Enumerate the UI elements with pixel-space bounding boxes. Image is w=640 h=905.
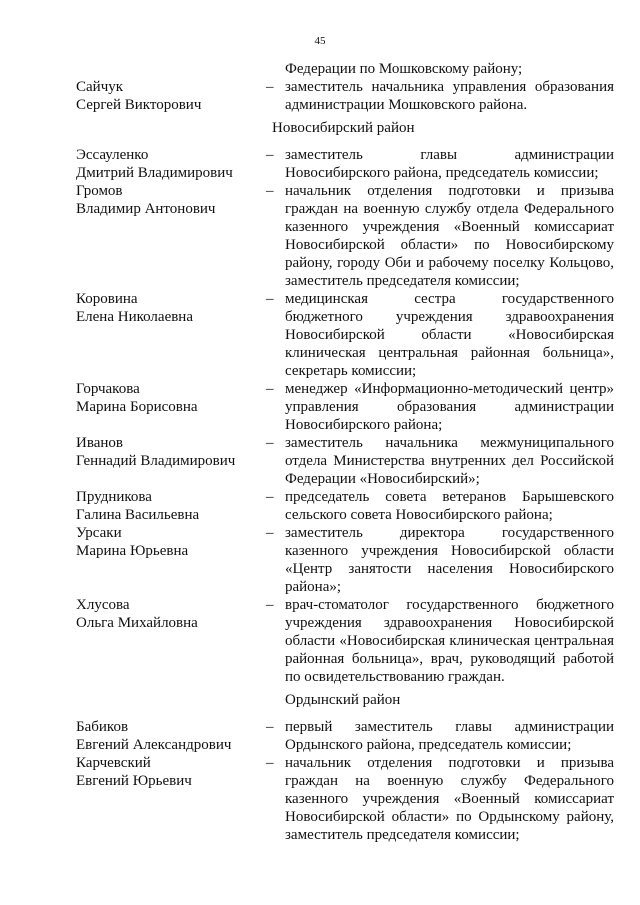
member-surname: Сайчук (76, 79, 124, 95)
member-name (76, 718, 266, 754)
position-line: Новосибирского района, председатель комиссии; (285, 165, 599, 181)
district-heading (76, 119, 614, 137)
member-name (76, 78, 266, 114)
member-entry (76, 380, 614, 434)
member-position (285, 754, 614, 844)
position-line: сельского совета Новосибирского района; (285, 507, 553, 523)
position-line: отдела Министерства внутренних дел Российской (285, 453, 614, 469)
member-entry (76, 524, 614, 596)
member-position (285, 78, 614, 114)
district-title: Ордынский район (285, 692, 401, 708)
position-line: Ордынского района, председатель комиссии; (285, 737, 572, 753)
member-given-names: Марина Борисовна (76, 399, 198, 415)
member-name (76, 146, 266, 182)
district-title: Новосибирский район (272, 120, 415, 136)
member-name (76, 380, 266, 416)
member-given-names: Евгений Александрович (76, 737, 232, 753)
page-number: 45 (314, 35, 326, 47)
position-line: заместитель главы администрации (285, 147, 614, 163)
position-line: менеджер «Информационно-методический центр» (285, 381, 614, 397)
member-position (285, 488, 614, 524)
member-name (76, 488, 266, 524)
member-entry (76, 754, 614, 844)
dash-separator: – (266, 525, 274, 541)
position-line: первый заместитель главы администрации (285, 719, 614, 735)
member-surname: Бабиков (76, 719, 129, 735)
dash-separator: – (266, 79, 274, 95)
member-position (285, 524, 614, 596)
dash-separator: – (266, 183, 274, 199)
member-surname: Коровина (76, 291, 138, 307)
member-name (76, 754, 266, 790)
member-position (285, 290, 614, 380)
member-given-names: Геннадий Владимирович (76, 453, 236, 469)
position-line: области «Новосибирская клиническая центральная (285, 633, 614, 649)
position-line: начальник отделения подготовки и призыва (285, 755, 614, 771)
member-surname: Эссауленко (76, 147, 149, 163)
position-line: председатель совета ветеранов Барышевского (285, 489, 614, 505)
member-given-names: Марина Юрьевна (76, 543, 189, 559)
position-line: казенного учреждения Новосибирской области (285, 543, 614, 559)
position-line: «Центр занятости населения Новосибирского (285, 561, 614, 577)
member-given-names: Елена Николаевна (76, 309, 193, 325)
dash-separator: – (266, 489, 274, 505)
member-entry (76, 434, 614, 488)
position-line: администрации Мошковского района. (285, 97, 528, 113)
member-given-names: Сергей Викторович (76, 97, 202, 113)
member-surname: Хлусова (76, 597, 130, 613)
position-line: по освидетельствованию граждан. (285, 669, 505, 685)
position-line: Новосибирского района; (285, 417, 443, 433)
position-line: заместитель начальника управления образования (285, 79, 614, 95)
member-given-names: Ольга Михайловна (76, 615, 198, 631)
dash-separator: – (266, 147, 274, 163)
member-surname: Горчакова (76, 381, 140, 397)
position-line: учреждения здравоохранения Новосибирской (285, 615, 614, 631)
member-entry (76, 78, 614, 114)
member-surname: Иванов (76, 435, 123, 451)
member-name (76, 596, 266, 632)
position-line: района»; (285, 579, 342, 595)
position-line: граждан на военную службу Федерального (285, 773, 614, 789)
document-body (76, 60, 614, 844)
member-entry (76, 290, 614, 380)
position-line: секретарь комиссии; (285, 363, 417, 379)
position-line: заместитель директора государственного (285, 525, 614, 541)
position-line: врач-стоматолог государственного бюджетного (285, 597, 614, 613)
position-line: заместитель председателя комиссии; (285, 827, 520, 843)
dash-separator: – (266, 381, 274, 397)
member-surname: Урсаки (76, 525, 122, 541)
position-line: Новосибирской области» по Новосибирскому (285, 237, 614, 253)
member-name (76, 290, 266, 326)
dash-separator: – (266, 719, 274, 735)
member-position (285, 718, 614, 754)
member-name (76, 434, 266, 470)
dash-separator: – (266, 291, 274, 307)
member-surname: Карчевский (76, 755, 151, 771)
member-position (285, 596, 614, 686)
member-entry (76, 182, 614, 290)
continuation-line: Федерации по Мошковскому району; (285, 61, 523, 77)
member-given-names: Дмитрий Владимирович (76, 165, 233, 181)
dash-separator: – (266, 435, 274, 451)
position-line: районная больница», врач, руководящий работой (285, 651, 614, 667)
district-heading (76, 691, 614, 709)
member-position (285, 182, 614, 290)
member-entry (76, 488, 614, 524)
position-line: Федерации «Новосибирский»; (285, 471, 480, 487)
position-line: казенного учреждения «Военный комиссариат (285, 791, 614, 807)
position-line: казенного учреждения «Военный комиссариат (285, 219, 614, 235)
position-line: граждан на военную службу отдела Федерального (285, 201, 614, 217)
member-given-names: Евгений Юрьевич (76, 773, 192, 789)
position-line: начальник отделения подготовки и призыва (285, 183, 614, 199)
member-position (285, 434, 614, 488)
position-line: медицинская сестра государственного (285, 291, 614, 307)
position-line: Новосибирской области «Новосибирская (285, 327, 614, 343)
position-line: клиническая центральная районная больница», (285, 345, 614, 361)
member-name (76, 524, 266, 560)
member-position (285, 146, 614, 182)
member-entry (76, 596, 614, 686)
member-position (285, 380, 614, 434)
dash-separator: – (266, 755, 274, 771)
position-line: бюджетного учреждения здравоохранения (285, 309, 614, 325)
member-given-names: Галина Васильевна (76, 507, 200, 523)
member-surname: Громов (76, 183, 123, 199)
position-line: району, городу Оби и рабочему поселку Кольцово, (285, 255, 614, 271)
member-entry (76, 146, 614, 182)
commission-list (76, 78, 614, 844)
member-entry (76, 718, 614, 754)
position-line: заместитель председателя комиссии; (285, 273, 520, 289)
member-name (76, 182, 266, 218)
dash-separator: – (266, 597, 274, 613)
position-line: управления образования администрации (285, 399, 614, 415)
position-line: заместитель начальника межмуниципального (285, 435, 614, 451)
member-surname: Прудникова (76, 489, 152, 505)
position-line: Новосибирской области» по Ордынскому району, (285, 809, 614, 825)
member-given-names: Владимир Антонович (76, 201, 216, 217)
